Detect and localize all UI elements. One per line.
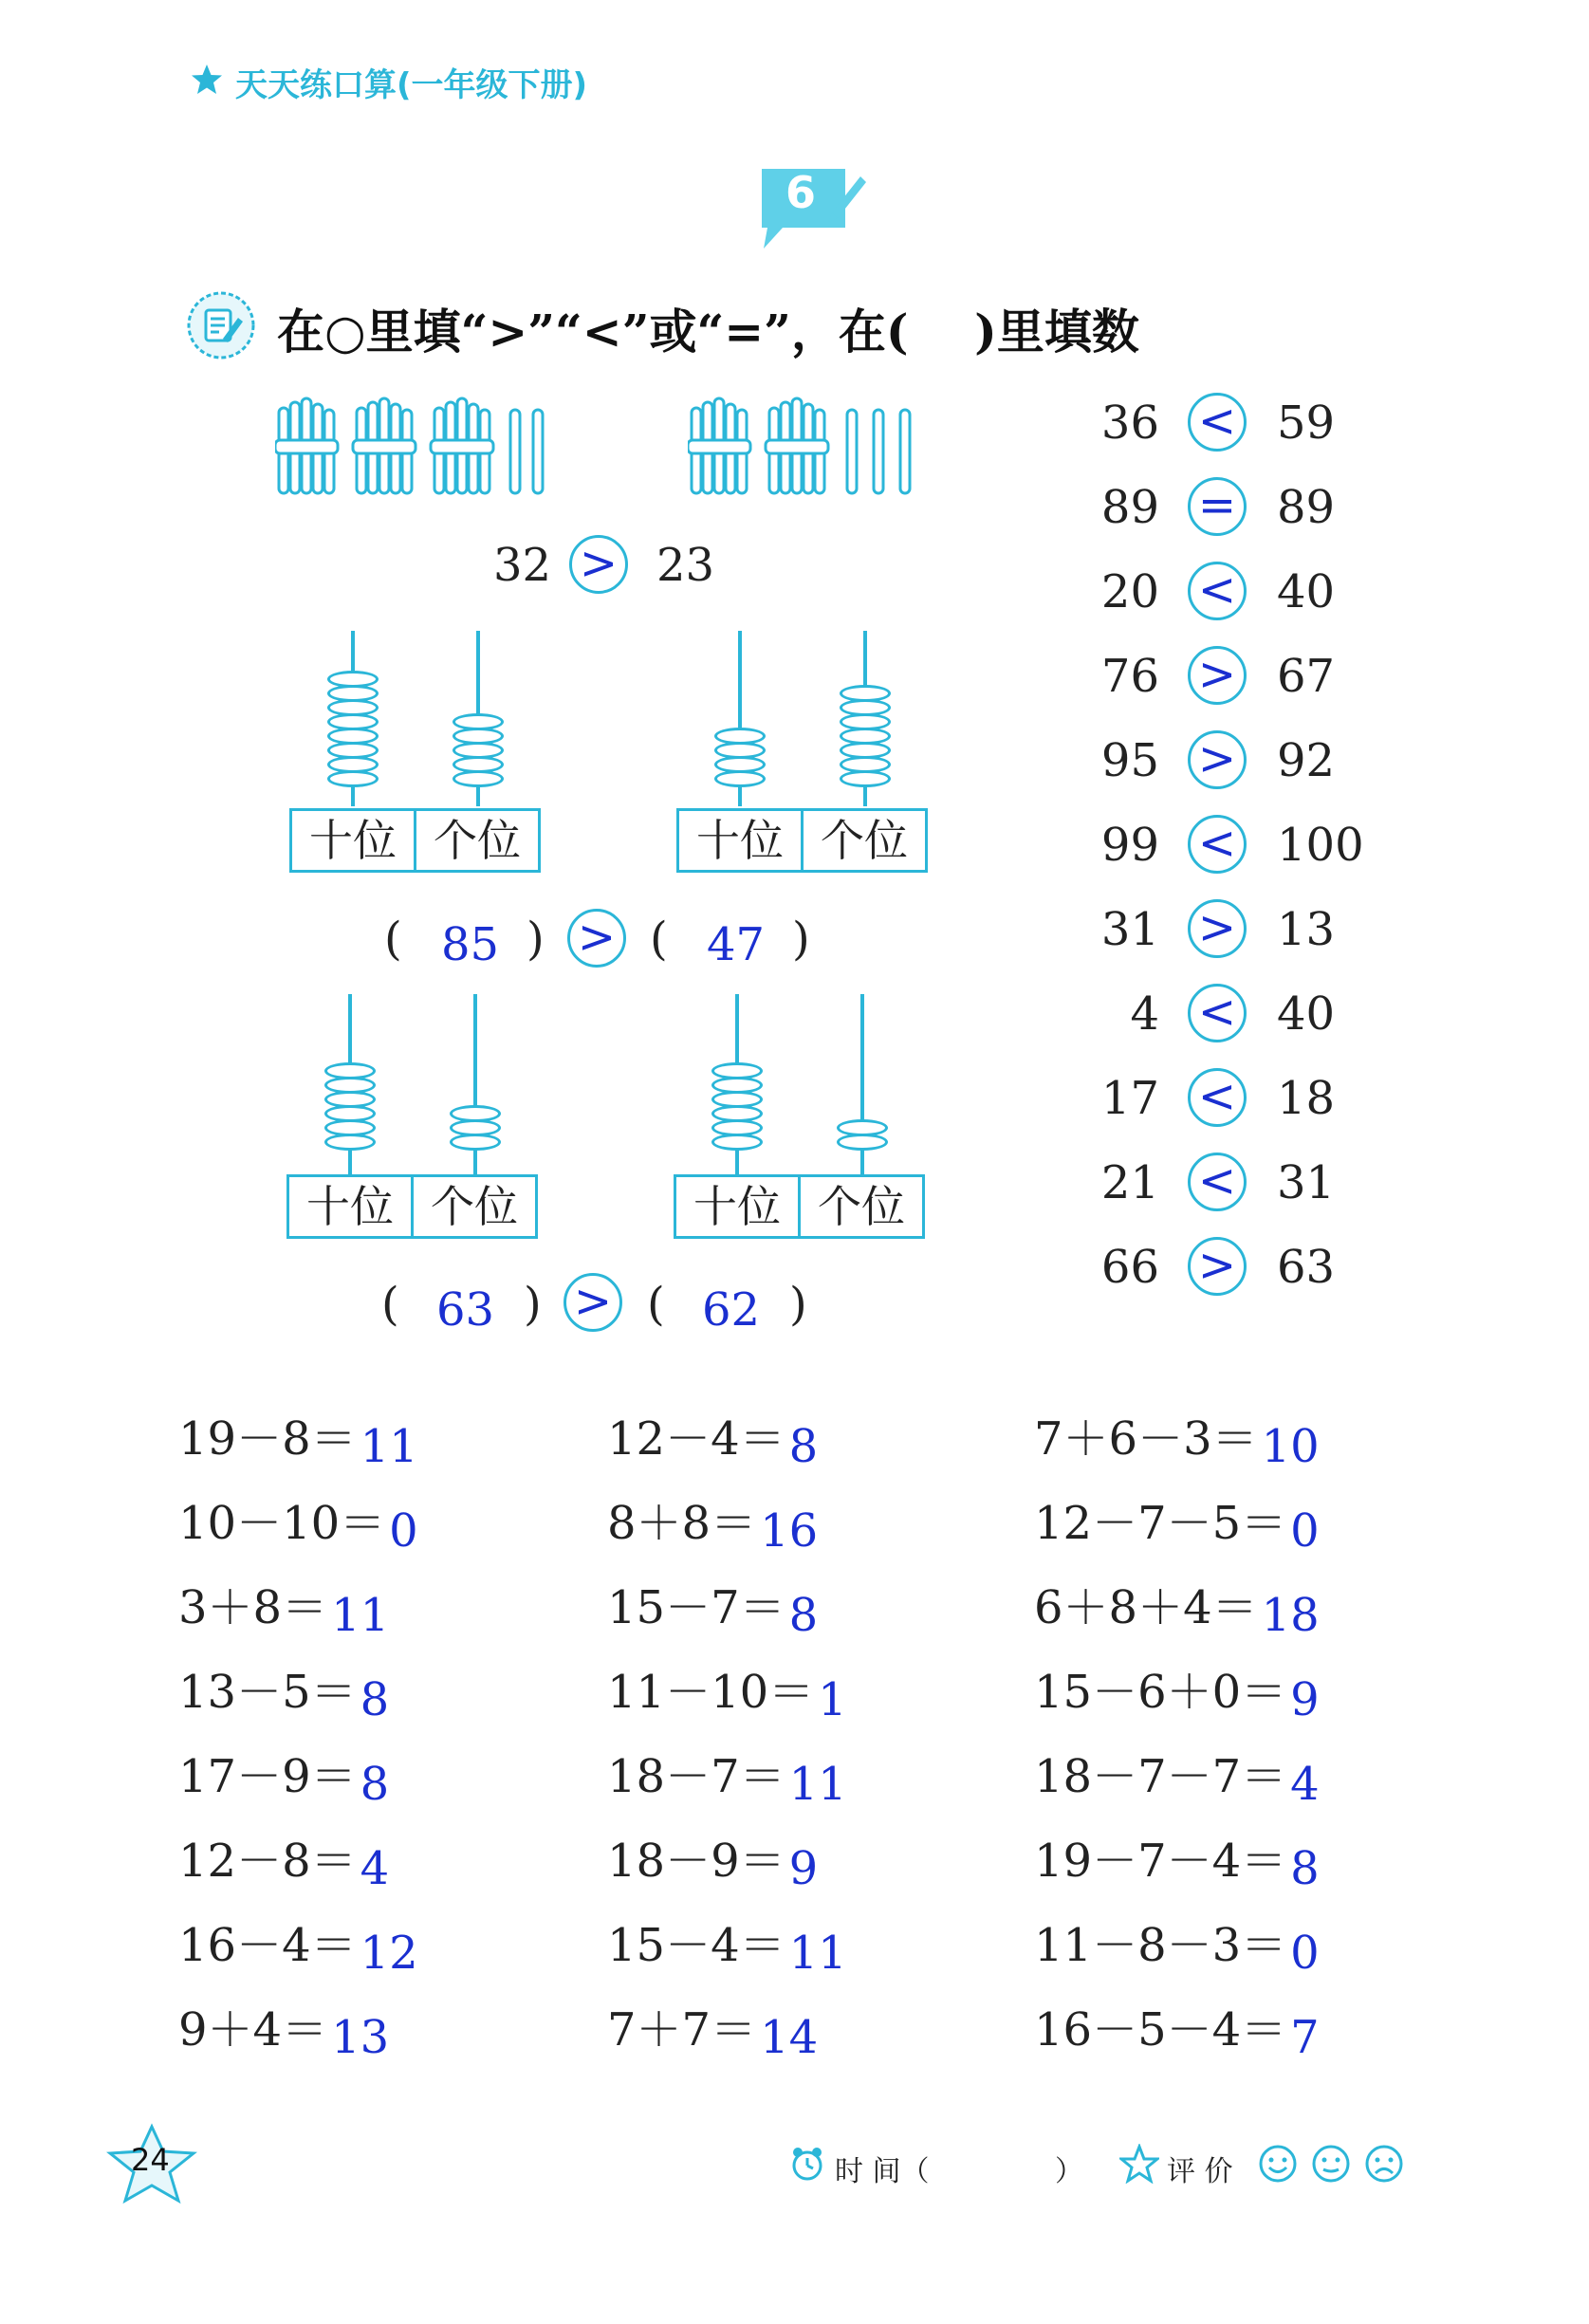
comparison-right-value: 67 xyxy=(1277,650,1336,703)
ones-label: 个位 xyxy=(801,811,925,870)
equation-question: 7＋7＝ xyxy=(607,2003,757,2057)
equation-question: 15－7＝ xyxy=(607,1581,785,1634)
tens-label: 十位 xyxy=(309,815,397,866)
book-title: 天天练口算(一年级下册) xyxy=(235,66,588,104)
lesson-number: 6 xyxy=(785,167,816,218)
equation-question: 12－7－5＝ xyxy=(1034,1497,1287,1550)
comparison-left-value: 89 xyxy=(1100,481,1159,534)
equation-row xyxy=(607,1486,819,1558)
abacus-3 xyxy=(286,994,538,1236)
comparison-circle[interactable]: > xyxy=(1188,730,1247,789)
paren-close: ) xyxy=(789,1278,807,1331)
paren-close: ) xyxy=(527,913,545,966)
time-label: 时 间（ xyxy=(835,2155,930,2188)
equation-answer[interactable]: 13 xyxy=(331,2011,390,2064)
equation-row xyxy=(178,1909,418,1980)
abacus-bead xyxy=(711,1062,763,1079)
comparison-left-value: 95 xyxy=(1100,734,1159,787)
equation-answer[interactable]: 4 xyxy=(360,1842,390,1895)
equation-question: 9＋4＝ xyxy=(178,2003,328,2057)
equation-answer[interactable]: 8 xyxy=(788,1420,819,1473)
equation-answer[interactable]: 8 xyxy=(788,1589,819,1642)
equation-answer[interactable]: 11 xyxy=(360,1420,418,1473)
equation-question: 18－7＝ xyxy=(607,1750,785,1803)
equation-row xyxy=(1034,1993,1320,2064)
equation-row xyxy=(1034,1909,1320,1980)
paren-open: ( xyxy=(384,913,402,966)
comparison-right-value: 40 xyxy=(1277,987,1336,1041)
comparison-left-value: 31 xyxy=(1100,903,1159,956)
tens-label: 十位 xyxy=(306,1181,394,1232)
equation-row xyxy=(178,1486,418,1558)
ones-label: 个位 xyxy=(411,1177,535,1236)
equation-question: 18－9＝ xyxy=(607,1835,785,1888)
equation-question: 6＋8＋4＝ xyxy=(1034,1581,1258,1634)
equation-question: 15－4＝ xyxy=(607,1919,785,1972)
ones-label: 个位 xyxy=(414,811,538,870)
rating-star-icon xyxy=(1119,2144,1159,2184)
paren-open: ( xyxy=(647,1278,665,1331)
paren-open: ( xyxy=(650,913,668,966)
paren-open: ( xyxy=(381,1278,399,1331)
equation-answer[interactable]: 14 xyxy=(760,2011,819,2064)
abacus-compare-circle[interactable]: > xyxy=(567,909,626,968)
abacus-2 xyxy=(676,631,928,873)
equation-row xyxy=(178,1740,390,1811)
abacus-place-labels xyxy=(289,808,541,873)
comparison-right-value: 31 xyxy=(1277,1156,1336,1209)
header xyxy=(190,55,759,112)
comparison-circle[interactable]: < xyxy=(1188,562,1247,620)
page-number-badge xyxy=(106,2123,197,2204)
comparison-circle[interactable]: > xyxy=(1188,899,1247,958)
equation-row xyxy=(607,1740,847,1811)
comparison-left-value: 17 xyxy=(1100,1072,1159,1125)
comparison-circle[interactable]: < xyxy=(1188,984,1247,1042)
equation-answer[interactable]: 0 xyxy=(1290,1504,1320,1558)
comparison-right-value: 59 xyxy=(1277,397,1336,450)
equation-answer[interactable]: 18 xyxy=(1261,1589,1320,1642)
instruction-text: 在○里填“>”“<”或“=”，在( )里填数 xyxy=(277,304,1139,360)
equation-answer[interactable]: 0 xyxy=(1290,1927,1320,1980)
abacus-bead xyxy=(324,1062,376,1079)
equation-question: 15－6＋0＝ xyxy=(1034,1666,1287,1719)
abacus-bead xyxy=(327,671,379,688)
rating-label: 评 价 xyxy=(1167,2155,1233,2188)
equation-answer[interactable]: 11 xyxy=(331,1589,390,1642)
equation-row xyxy=(1034,1486,1320,1558)
comparison-list xyxy=(1091,397,1376,1326)
equation-row xyxy=(607,1571,819,1642)
stick-bundles-left xyxy=(275,389,560,503)
time-close: ） xyxy=(1055,2155,1083,2188)
equation-row xyxy=(178,1402,418,1473)
comparison-left-value: 20 xyxy=(1100,565,1159,618)
bundle-left-value: 32 xyxy=(493,539,552,592)
equation-answer[interactable]: 1 xyxy=(818,1673,847,1726)
tens-label: 十位 xyxy=(696,815,784,866)
equation-question: 12－4＝ xyxy=(607,1412,785,1466)
equation-question: 8＋8＝ xyxy=(607,1497,757,1550)
paren-close: ) xyxy=(524,1278,542,1331)
equation-row xyxy=(1034,1655,1320,1726)
equation-row xyxy=(1034,1824,1320,1895)
abacus-bead xyxy=(840,685,891,702)
equation-question: 18－7－7＝ xyxy=(1034,1750,1287,1803)
comparison-right-value: 63 xyxy=(1277,1241,1336,1294)
comparison-left-value: 76 xyxy=(1100,650,1159,703)
equation-answer[interactable]: 8 xyxy=(360,1673,390,1726)
comparison-circle[interactable]: = xyxy=(1188,477,1247,536)
comparison-right-value: 100 xyxy=(1277,819,1364,872)
equation-answer[interactable]: 12 xyxy=(360,1927,418,1980)
abacus-place-labels xyxy=(676,808,928,873)
equation-answer[interactable]: 9 xyxy=(788,1842,819,1895)
comparison-left-value: 21 xyxy=(1100,1156,1159,1209)
paren-close: ) xyxy=(792,913,810,966)
equation-question: 12－8＝ xyxy=(178,1835,357,1888)
equation-row xyxy=(1034,1740,1320,1811)
equation-question: 17－9＝ xyxy=(178,1750,357,1803)
equation-answer[interactable]: 7 xyxy=(1290,2011,1320,2064)
abacus-4 xyxy=(674,994,925,1236)
tens-label: 十位 xyxy=(693,1181,781,1232)
comparison-right-value: 18 xyxy=(1277,1072,1336,1125)
equation-question: 10－10＝ xyxy=(178,1497,386,1550)
equation-question: 13－5＝ xyxy=(178,1666,357,1719)
abacus-answer-right[interactable]: 47 xyxy=(707,918,766,971)
equation-question: 11－10＝ xyxy=(607,1666,815,1719)
equation-question: 19－7－4＝ xyxy=(1034,1835,1287,1888)
abacus-1 xyxy=(289,631,541,873)
abacus-place-labels xyxy=(286,1174,538,1239)
equation-answer[interactable]: 0 xyxy=(389,1504,418,1558)
abacus-bead xyxy=(837,1119,888,1136)
stick-bundle-icon xyxy=(275,398,543,493)
equation-row xyxy=(607,1824,819,1895)
equation-row xyxy=(607,1993,819,2064)
equation-answer[interactable]: 16 xyxy=(760,1504,819,1558)
comparison-circle[interactable]: < xyxy=(1188,1068,1247,1127)
abacus-answer-left[interactable]: 85 xyxy=(441,918,500,971)
comparison-right-value: 13 xyxy=(1277,903,1336,956)
equation-answer[interactable]: 8 xyxy=(360,1758,390,1811)
lesson-badge xyxy=(754,163,868,254)
comparison-left-value: 66 xyxy=(1100,1241,1159,1294)
equation-row xyxy=(178,1993,390,2064)
equation-question: 11－8－3＝ xyxy=(1034,1919,1287,1972)
equation-answer[interactable]: 9 xyxy=(1290,1673,1320,1726)
clock-icon xyxy=(789,2146,825,2182)
abacus-answer-left[interactable]: 63 xyxy=(436,1283,495,1337)
equation-question: 7＋6－3＝ xyxy=(1034,1412,1258,1466)
comparison-left-value: 36 xyxy=(1100,397,1159,450)
comparison-circle[interactable]: < xyxy=(1188,1153,1247,1211)
smiley-icon[interactable] xyxy=(1258,2144,1298,2184)
comparison-circle[interactable]: < xyxy=(1188,393,1247,452)
equation-answer[interactable]: 8 xyxy=(1290,1842,1320,1895)
abacus-answer-right[interactable]: 62 xyxy=(702,1283,761,1337)
equation-answer[interactable]: 11 xyxy=(788,1758,847,1811)
equation-row xyxy=(1034,1571,1320,1642)
abacus-place-labels xyxy=(674,1174,925,1239)
comparison-left-value: 99 xyxy=(1100,819,1159,872)
comparison-left-value: 4 xyxy=(1130,987,1159,1041)
comparison-right-value: 40 xyxy=(1277,565,1336,618)
equation-row xyxy=(178,1824,390,1895)
equation-answer[interactable]: 11 xyxy=(788,1927,847,1980)
ones-label: 个位 xyxy=(798,1177,922,1236)
bundle-right-value: 23 xyxy=(656,539,715,592)
comparison-circle[interactable]: > xyxy=(1188,1237,1247,1296)
equation-row xyxy=(607,1402,819,1473)
abacus-bead xyxy=(450,1105,501,1122)
abacus-bead xyxy=(714,728,766,745)
bundle-compare-circle[interactable]: > xyxy=(569,535,628,594)
equation-question: 19－8＝ xyxy=(178,1412,357,1466)
pencil-note-icon xyxy=(185,289,257,361)
abacus-bead xyxy=(453,713,504,730)
comparison-right-value: 89 xyxy=(1277,481,1336,534)
sad-face-icon[interactable] xyxy=(1364,2144,1404,2184)
stick-bundles-right xyxy=(688,389,972,503)
equation-row xyxy=(1034,1402,1320,1473)
equation-answer[interactable]: 4 xyxy=(1290,1758,1320,1811)
comparison-right-value: 92 xyxy=(1277,734,1336,787)
equation-row xyxy=(178,1655,390,1726)
equation-row xyxy=(607,1909,847,1980)
comparison-circle[interactable]: < xyxy=(1188,815,1247,874)
star-icon xyxy=(190,63,224,97)
neutral-face-icon[interactable] xyxy=(1311,2144,1351,2184)
page-number: 24 xyxy=(131,2142,170,2178)
equation-question: 16－4＝ xyxy=(178,1919,357,1972)
equation-row xyxy=(607,1655,847,1726)
equation-row xyxy=(178,1571,390,1642)
equation-answer[interactable]: 10 xyxy=(1261,1420,1320,1473)
comparison-circle[interactable]: > xyxy=(1188,646,1247,705)
equation-question: 3＋8＝ xyxy=(178,1581,328,1634)
abacus-compare-circle[interactable]: > xyxy=(564,1273,622,1332)
equation-question: 16－5－4＝ xyxy=(1034,2003,1287,2057)
